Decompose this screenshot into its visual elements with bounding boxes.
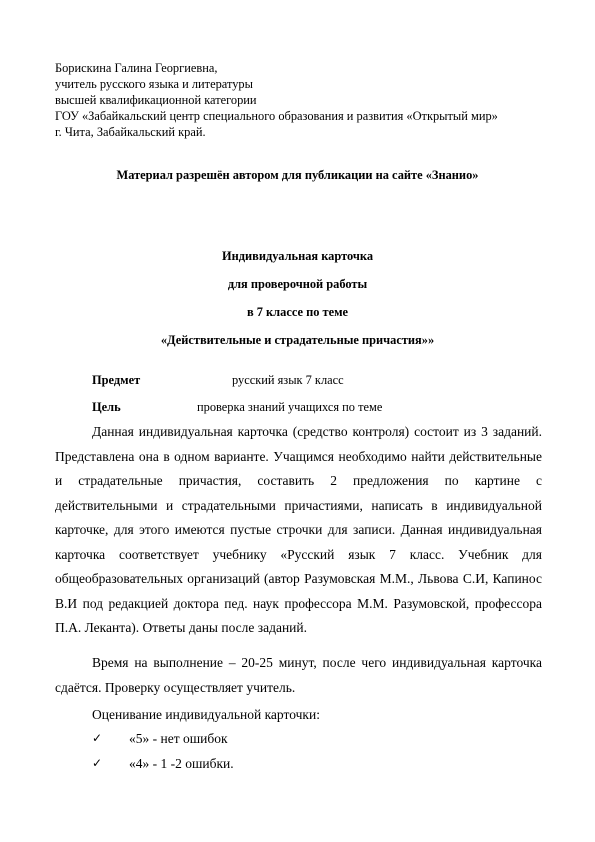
document-title	[0, 242, 595, 354]
subject-row	[92, 373, 492, 389]
grading-title: Оценивание индивидуальной карточки:	[92, 707, 320, 722]
author-name: Борискина Галина Георгиевна,	[55, 61, 218, 75]
goal-row	[92, 400, 492, 416]
title-line-3: в 7 классе по теме	[246, 305, 349, 319]
author-organization: ГОУ «Забайкальский центр специального образования и развития «Открытый мир»	[55, 109, 498, 123]
grade-item-text: «5» - нет ошибок	[129, 731, 228, 746]
author-qualification: высшей квалификационной категории	[55, 93, 257, 107]
grade-item-text: «4» - 1 -2 ошибки.	[129, 756, 234, 771]
author-location: г. Чита, Забайкальский край.	[55, 125, 206, 139]
description-paragraph: Данная индивидуальная карточка (средство контроля) состоит из 3 заданий. Представлена она в одном варианте. Учащимся необходимо найти действительные и страдательные причастия, составить 2 предложения по картине с действительными и страдательными причастиями, написать в индивидуальной карточке, для этого имеются пустые строчки для записи. Данная индивидуальная карточка соответствует учебнику «Русский язык 7 класс. Учебник для общеобразовательных организаций (автор Разумовская М.М., Львова С.И, Капинос В.И под редакцией доктора пед. наук профессора М.М. Разумовской, профессора П.А. Леканта). Ответы даны после заданий.	[55, 424, 542, 635]
title-line-2: для проверочной работы	[227, 277, 368, 291]
title-line-1: Индивидуальная карточка	[221, 249, 374, 263]
time-note-paragraph: Время на выполнение – 20-25 минут, после чего индивидуальная карточка сдаётся. Проверку осуществляет учитель.	[55, 655, 542, 695]
grade-item	[92, 731, 392, 751]
author-info	[55, 60, 545, 140]
title-line-4: «Действительные и страдательные причастия»»	[160, 333, 435, 347]
subject-label: Предмет	[92, 373, 141, 387]
goal-label: Цель	[92, 400, 121, 414]
author-position: учитель русского языка и литературы	[55, 77, 253, 91]
publication-permission: Материал разрешён автором для публикации на сайте «Знанио»	[116, 168, 479, 182]
grade-item	[92, 756, 392, 776]
goal-value: проверка знаний учащихся по теме	[197, 400, 383, 414]
subject-value: русский язык 7 класс	[232, 373, 344, 387]
checkmark-icon: ✓	[92, 756, 103, 770]
checkmark-icon: ✓	[92, 731, 103, 745]
